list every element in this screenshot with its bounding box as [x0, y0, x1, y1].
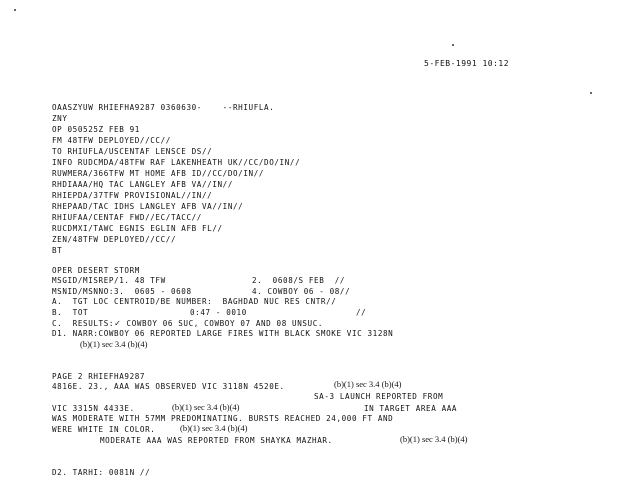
routing-line: ZEN/48TFW DEPLOYED//CC// [52, 235, 177, 244]
checkmark-icon: ✓ [114, 319, 122, 328]
scan-speck [590, 92, 592, 94]
results-line [52, 319, 323, 328]
routing-line: RHIEPDA/37TFW PROVISIONAL//IN// [52, 191, 213, 200]
target-line: A. TGT LOC CENTROID/BE NUMBER: BAGHDAD NUC RES CNTR// [52, 297, 337, 306]
page2-line: WAS MODERATE WITH 57MM PREDOMINATING. BURSTS REACHED 24,000 FT AND [52, 414, 394, 423]
routing-line: FM 48TFW DEPLOYED//CC// [52, 136, 171, 145]
routing-line: INFO RUDCMDA/48TFW RAF LAKENHEATH UK//CC/DO/IN// [52, 158, 301, 167]
page2-line: IN TARGET AREA AAA [364, 404, 458, 413]
page2-line: D2. TARHI: 0081N // [52, 468, 151, 477]
tot-end: // [356, 308, 367, 317]
narrative-text: COWBOY 06 REPORTED LARGE FIRES WITH BLACK SMOKE VIC 3128N [98, 329, 394, 338]
redaction-note: (b)(1) sec 3.4 (b)(4) [80, 339, 148, 349]
routing-line: RHEPAAD/TAC IDHS LANGLEY AFB VA//IN// [52, 202, 244, 211]
msgid-line: MSGID/MISREP/1. 48 TFW [52, 276, 166, 285]
routing-line: BT [52, 246, 63, 255]
routing-line: OAASZYUW RHIEFHA9287 0360630- --RHIUFLA. [52, 103, 275, 112]
page2-line: SA-3 LAUNCH REPORTED FROM [314, 392, 444, 401]
results-label: C. RESULTS: [52, 319, 115, 328]
routing-line: RHIUFAA/CENTAF FWD//EC/TACC// [52, 213, 202, 222]
routing-line: ZNY [52, 114, 68, 123]
page2-line: WERE WHITE IN COLOR. [52, 425, 156, 434]
redaction-note: (b)(1) sec 3.4 (b)(4) [172, 402, 240, 412]
results-text: COWBOY 06 SUC, COWBOY 07 AND 08 UNSUC. [121, 319, 324, 328]
tot-value: 0:47 - 0010 [190, 308, 247, 317]
scan-speck [14, 9, 16, 11]
msnid-line: MSNID/MSNNO:3. 0605 - 0608 [52, 287, 192, 296]
routing-line: OP 050525Z FEB 91 [52, 125, 140, 134]
narrative-line [52, 329, 393, 338]
msnid-right: 4. COWBOY 06 - 08// [252, 287, 351, 296]
narrative-label: D1. NARR: [52, 329, 99, 338]
routing-line: RHDIAAA/HQ TAC LANGLEY AFB VA//IN// [52, 180, 234, 189]
operation-line: OPER DESERT STORM [52, 266, 140, 275]
routing-line: RUWMERA/366TFW MT HOME AFB ID//CC/DO/IN// [52, 169, 265, 178]
tot-label: B. TOT [52, 308, 89, 317]
page2-header: PAGE 2 RHIEFHA9287 [52, 372, 146, 381]
routing-line: RUCDMXI/TAWC EGNIS EGLIN AFB FL// [52, 224, 223, 233]
msgid-right: 2. 0608/S FEB // [252, 276, 346, 285]
fax-datestamp: 5-FEB-1991 10:12 [424, 59, 510, 68]
page2-line: MODERATE AAA WAS REPORTED FROM SHAYKA MAZHAR. [100, 436, 333, 445]
redaction-note: (b)(1) sec 3.4 (b)(4) [400, 434, 468, 444]
redaction-note: (b)(1) sec 3.4 (b)(4) [180, 423, 248, 433]
routing-line: TO RHIUFLA/USCENTAF LENSCE DS// [52, 147, 213, 156]
page2-line: 4816E. 23., AAA WAS OBSERVED VIC 3118N 4520E. [52, 382, 285, 391]
page2-line: VIC 3315N 4433E. [52, 404, 135, 413]
redaction-note: (b)(1) sec 3.4 (b)(4) [334, 379, 402, 389]
scan-speck [452, 44, 454, 46]
